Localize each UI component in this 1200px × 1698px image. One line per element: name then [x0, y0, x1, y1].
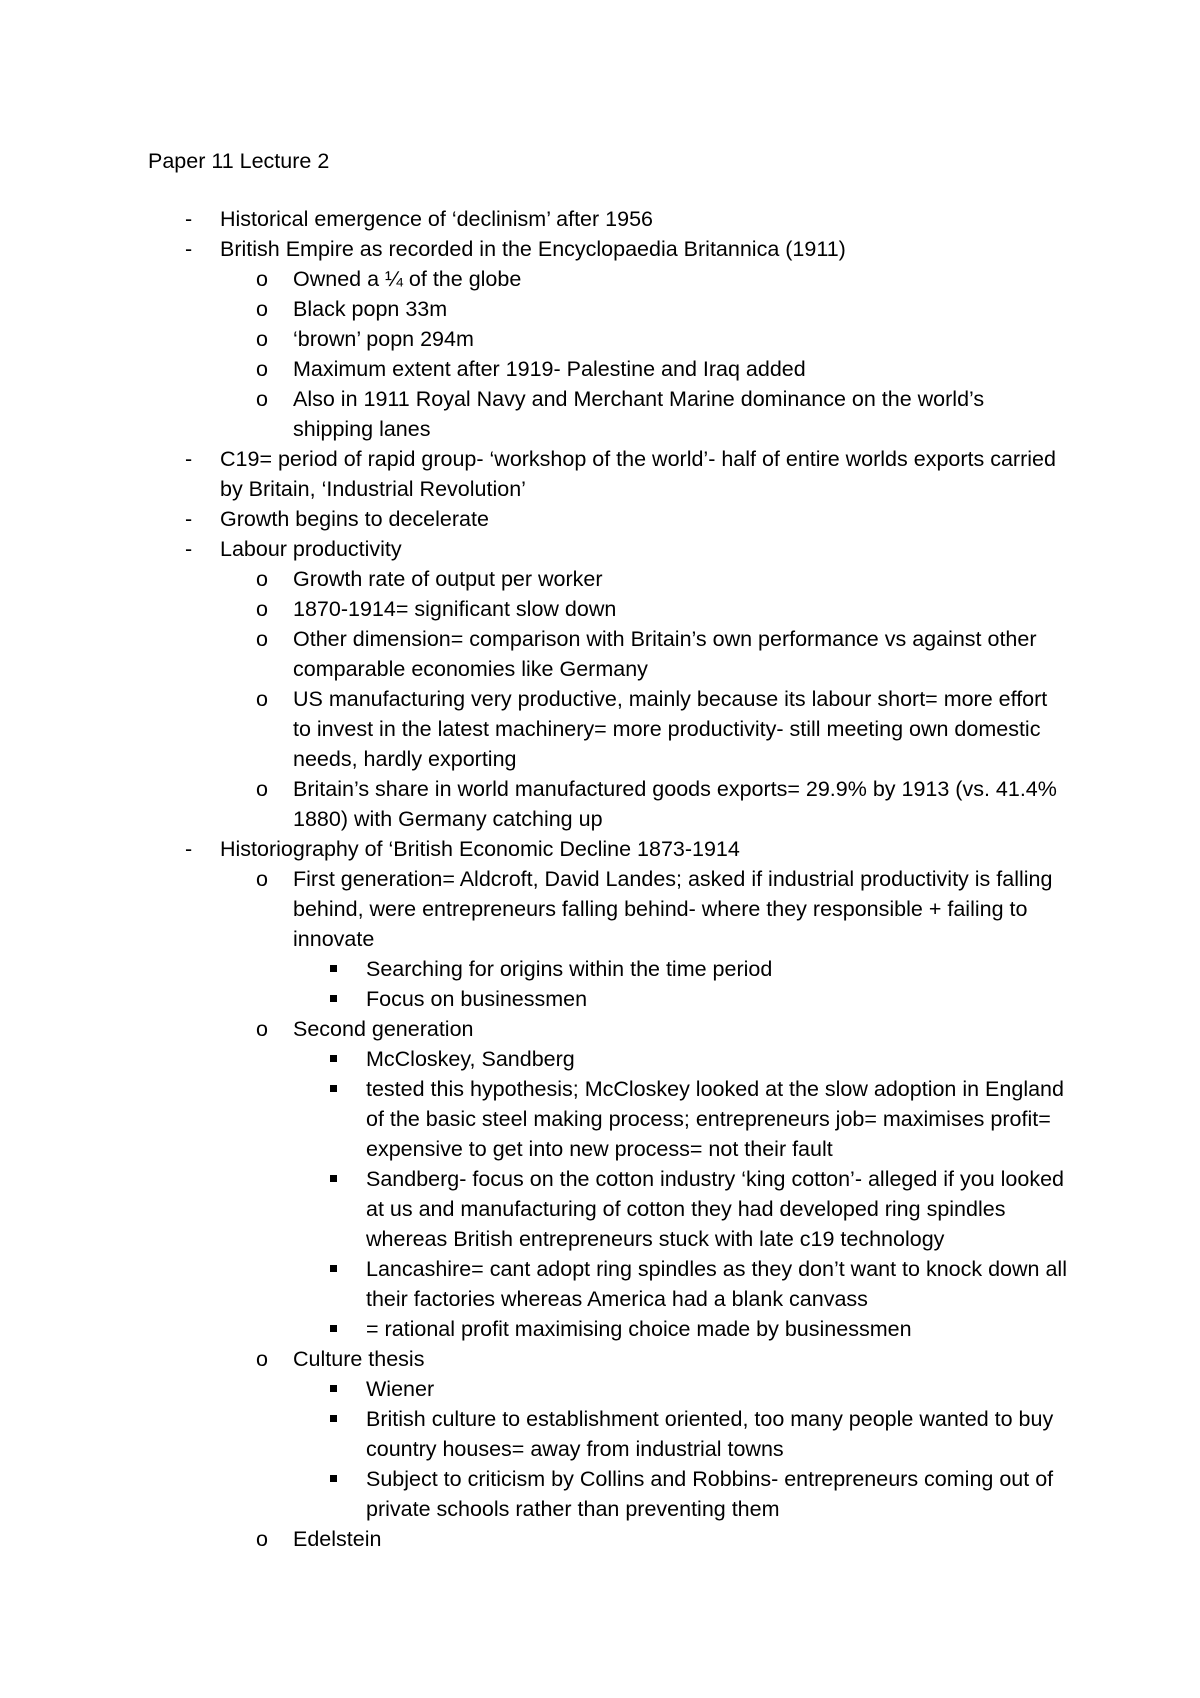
list-item	[148, 534, 1068, 564]
list-item-text: McCloskey, Sandberg	[366, 1047, 575, 1071]
square-bullet-icon	[330, 1464, 337, 1494]
list-item-text: Searching for origins within the time period	[366, 957, 773, 981]
list-item	[148, 1164, 1068, 1254]
list-item	[148, 324, 1068, 354]
list-item	[148, 1344, 1068, 1374]
list-item	[148, 1014, 1068, 1044]
list-item	[148, 954, 1068, 984]
circle-bullet: o	[256, 867, 268, 891]
list-item-text: = rational profit maximising choice made by businessmen	[366, 1317, 912, 1341]
list-item	[148, 294, 1068, 324]
list-item	[148, 204, 1068, 234]
square-bullet-icon	[330, 1404, 337, 1434]
list-item-text: Edelstein	[293, 1527, 382, 1551]
document-body	[148, 146, 1068, 1554]
list-item-text: Black popn 33m	[293, 297, 448, 321]
circle-bullet: o	[256, 567, 268, 591]
circle-bullet: o	[256, 1347, 268, 1371]
square-bullet-icon	[330, 1164, 337, 1194]
circle-bullet: o	[256, 327, 268, 351]
square-bullet-icon	[330, 1374, 337, 1404]
list-item-text: Lancashire= cant adopt ring spindles as they don’t want to knock down all their factories whereas America had a blank canvass	[366, 1257, 1067, 1311]
list-item-text: tested this hypothesis; McCloskey looked at the slow adoption in England of the basic steel making process; entrepreneurs job= maximises profit= expensive to get into new process= not their fault	[366, 1077, 1064, 1161]
list-item	[148, 384, 1068, 444]
list-item	[148, 774, 1068, 834]
list-item-text: British culture to establishment oriented, too many people wanted to buy country houses= away from industrial towns	[366, 1407, 1054, 1461]
dash-bullet: -	[185, 447, 193, 471]
dash-bullet: -	[185, 837, 193, 861]
square-bullet-icon	[330, 1044, 337, 1074]
list-item	[148, 624, 1068, 684]
list-item	[148, 234, 1068, 264]
list-item-text: Growth begins to decelerate	[220, 507, 489, 531]
list-item-text: Other dimension= comparison with Britain’s own performance vs against other comparable economies like Germany	[293, 627, 1037, 681]
square-bullet-icon	[330, 1254, 337, 1284]
square-bullet-icon	[330, 1074, 337, 1104]
dash-bullet: -	[185, 537, 193, 561]
list-item-text: Sandberg- focus on the cotton industry ‘king cotton’- alleged if you looked at us and manufacturing of cotton they had developed ring spindles whereas British entrepreneurs stuck with late c19 technology	[366, 1167, 1064, 1251]
list-item	[148, 264, 1068, 294]
circle-bullet: o	[256, 297, 268, 321]
list-item-text: Labour productivity	[220, 537, 402, 561]
list-item-text: First generation= Aldcroft, David Landes; asked if industrial productivity is falling behind, were entrepreneurs falling behind- where they responsible + failing to innovate	[293, 867, 1053, 951]
circle-bullet: o	[256, 687, 268, 711]
list-item	[148, 984, 1068, 1014]
notes-list	[148, 204, 1068, 1554]
list-item	[148, 864, 1068, 954]
list-item	[148, 1374, 1068, 1404]
list-item-text: Britain’s share in world manufactured goods exports= 29.9% by 1913 (vs. 41.4% 1880) with Germany catching up	[293, 777, 1057, 831]
list-item-text: British Empire as recorded in the Encyclopaedia Britannica (1911)	[220, 237, 846, 261]
list-item	[148, 1314, 1068, 1344]
list-item	[148, 1404, 1068, 1464]
list-item-text: Second generation	[293, 1017, 474, 1041]
list-item-text: Growth rate of output per worker	[293, 567, 603, 591]
dash-bullet: -	[185, 237, 193, 261]
list-item-text: US manufacturing very productive, mainly because its labour short= more effort to invest in the latest machinery= more productivity- still meeting own domestic needs, hardly exporting	[293, 687, 1048, 771]
list-item	[148, 564, 1068, 594]
square-bullet-icon	[330, 984, 337, 1014]
list-item	[148, 1524, 1068, 1554]
list-item-text: C19= period of rapid group- ‘workshop of the world’- half of entire worlds exports carried by Britain, ‘Industrial Revolution’	[220, 447, 1056, 501]
circle-bullet: o	[256, 357, 268, 381]
dash-bullet: -	[185, 207, 193, 231]
list-item-text: ‘brown’ popn 294m	[293, 327, 474, 351]
circle-bullet: o	[256, 597, 268, 621]
list-item	[148, 444, 1068, 504]
list-item-text: Owned a ¼ of the globe	[293, 267, 522, 291]
list-item-text: Subject to criticism by Collins and Robbins- entrepreneurs coming out of private schools rather than preventing them	[366, 1467, 1054, 1521]
list-item-text: Historiography of ‘British Economic Decline 1873-1914	[220, 837, 740, 861]
list-item-text: Wiener	[366, 1377, 435, 1401]
list-item-text: Focus on businessmen	[366, 987, 588, 1011]
list-item	[148, 594, 1068, 624]
list-item	[148, 354, 1068, 384]
square-bullet-icon	[330, 1314, 337, 1344]
square-bullet-icon	[330, 954, 337, 984]
list-item	[148, 684, 1068, 774]
list-item	[148, 504, 1068, 534]
list-item	[148, 1254, 1068, 1314]
list-item-text: Also in 1911 Royal Navy and Merchant Marine dominance on the world’s shipping lanes	[293, 387, 985, 441]
list-item	[148, 1074, 1068, 1164]
circle-bullet: o	[256, 1017, 268, 1041]
circle-bullet: o	[256, 267, 268, 291]
list-item-text: 1870-1914= significant slow down	[293, 597, 617, 621]
list-item-text: Historical emergence of ‘declinism’ after 1956	[220, 207, 653, 231]
list-item	[148, 1464, 1068, 1524]
circle-bullet: o	[256, 387, 268, 411]
dash-bullet: -	[185, 507, 193, 531]
circle-bullet: o	[256, 627, 268, 651]
list-item	[148, 834, 1068, 864]
list-item-text: Culture thesis	[293, 1347, 425, 1371]
circle-bullet: o	[256, 1527, 268, 1551]
list-item	[148, 1044, 1068, 1074]
document-title: Paper 11 Lecture 2	[148, 149, 330, 173]
list-item-text: Maximum extent after 1919- Palestine and Iraq added	[293, 357, 806, 381]
circle-bullet: o	[256, 777, 268, 801]
